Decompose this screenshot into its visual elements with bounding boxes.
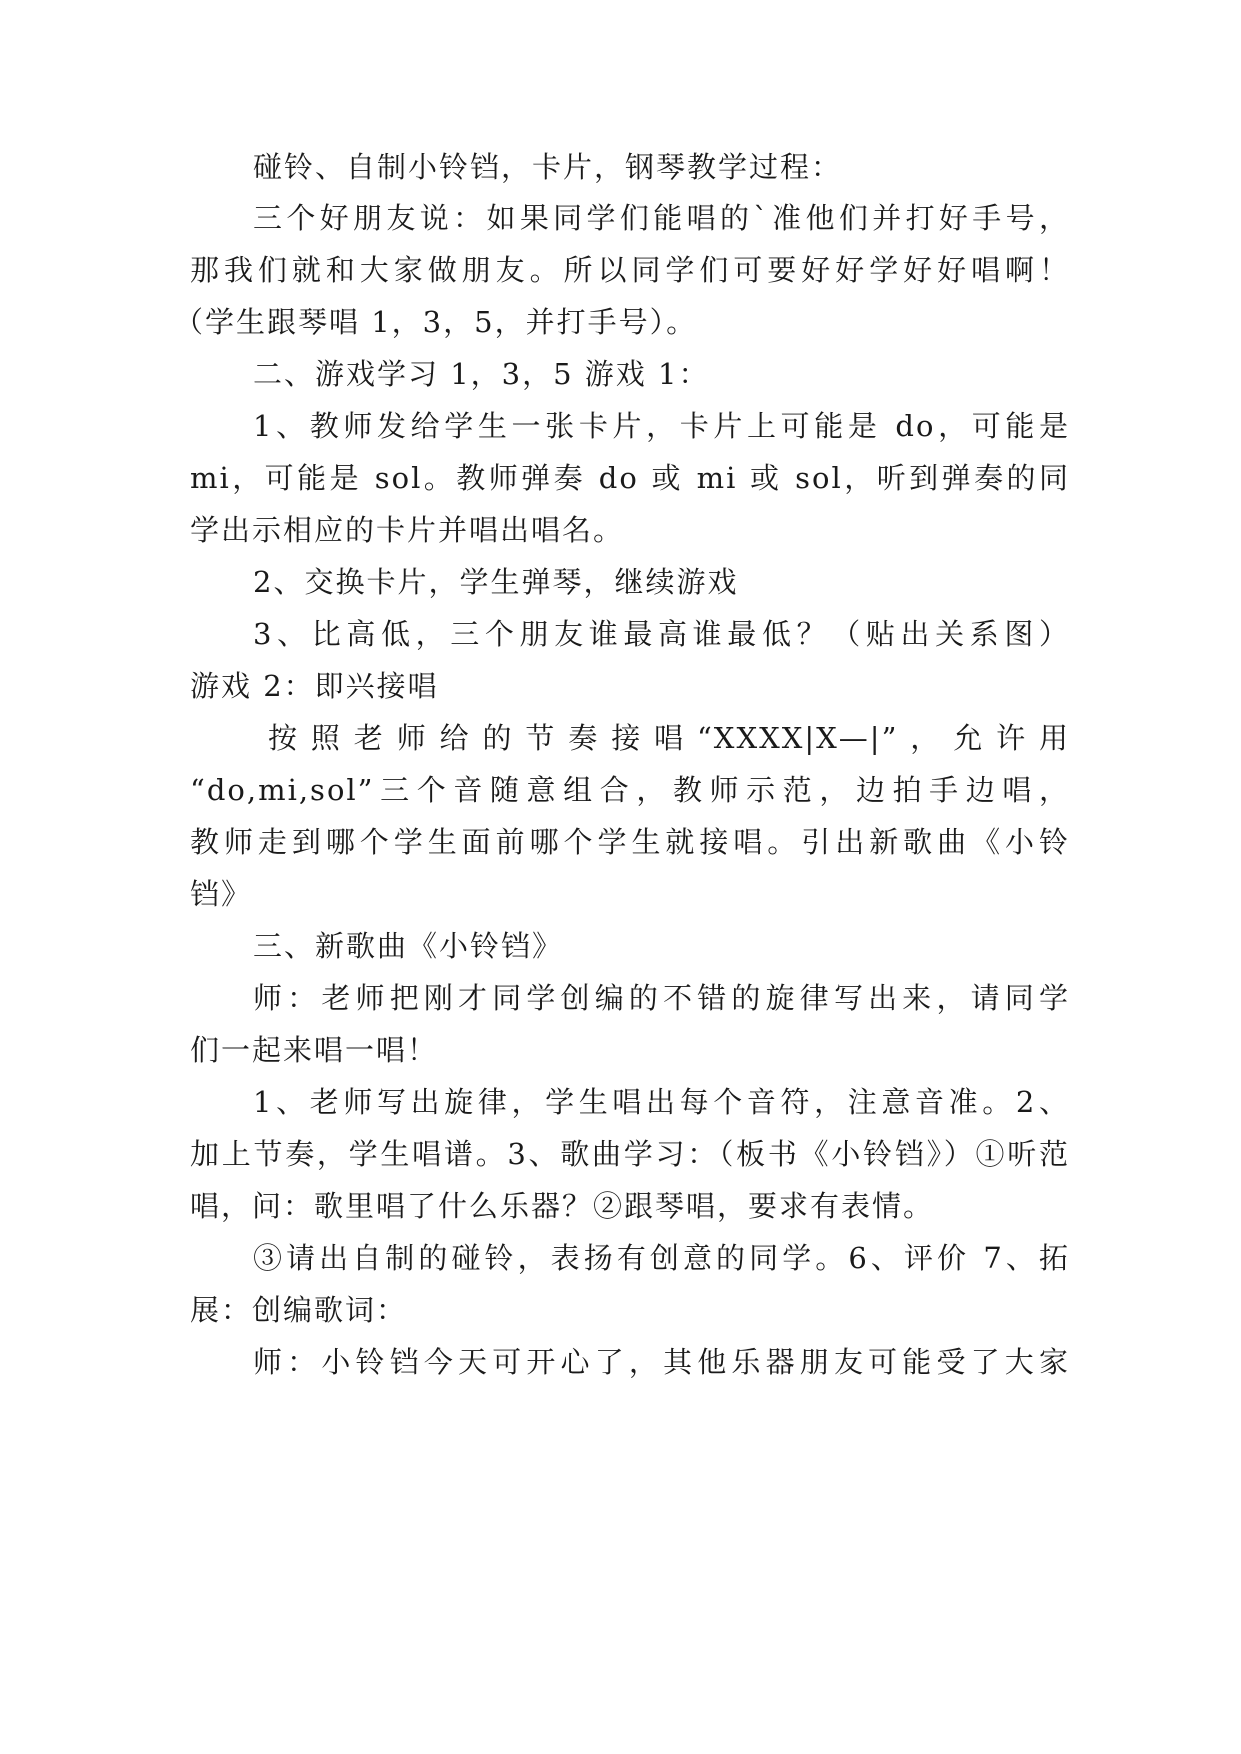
text-line: 唱，问：歌里唱了什么乐器？②跟琴唱，要求有表情。 xyxy=(190,1189,935,1223)
text-line: 师：小铃铛今天可开心了，其他乐器朋友可能受了大家 xyxy=(253,1345,1070,1379)
text-line: mi，可能是 sol。教师弹奏 do 或 mi 或 sol，听到弹奏的同 xyxy=(190,461,1070,495)
text-line: ③请出自制的碰铃，表扬有创意的同学。6、评价 7、拓 xyxy=(253,1241,1070,1275)
section-heading: 二、游戏学习 1，3，5 游戏 1： xyxy=(253,357,710,391)
text-line: 3、比高低，三个朋友谁最高谁最低？（贴出关系图） xyxy=(253,617,1070,651)
text-line: （学生跟琴唱 1，3，5，并打手号）。 xyxy=(174,305,698,339)
text-line: 三个好朋友说：如果同学们能唱的`准他们并打好手号， xyxy=(253,201,1070,235)
text-line: 游戏 2：即兴接唱 xyxy=(190,669,439,703)
text-line: 2、交换卡片，学生弹琴，继续游戏 xyxy=(253,565,739,599)
text-line: 教师走到哪个学生面前哪个学生就接唱。引出新歌曲《小铃 xyxy=(190,825,1070,859)
text-line: 那我们就和大家做朋友。所以同学们可要好好学好好唱啊！ xyxy=(190,253,1070,287)
section-heading: 三、新歌曲《小铃铛》 xyxy=(253,929,564,963)
text-line: 按照老师给的节奏接唱“XXXX|X—|”，允许用 xyxy=(268,721,1070,755)
text-line: 铛》 xyxy=(190,877,253,911)
text-line: 碰铃、自制小铃铛，卡片，钢琴教学过程： xyxy=(253,150,843,184)
text-line: 们一起来唱一唱！ xyxy=(190,1033,439,1067)
text-line: 学出示相应的卡片并唱出唱名。 xyxy=(190,513,625,547)
text-line: 加上节奏，学生唱谱。3、歌曲学习：（板书《小铃铛》）①听范 xyxy=(190,1137,1070,1171)
text-line: 师：老师把刚才同学创编的不错的旋律写出来，请同学 xyxy=(253,981,1070,1015)
text-line: 1、老师写出旋律，学生唱出每个音符，注意音准。2、 xyxy=(253,1085,1070,1119)
text-line: 1、教师发给学生一张卡片，卡片上可能是 do，可能是 xyxy=(253,409,1070,443)
text-line: “do,mi,sol”三个音随意组合，教师示范，边拍手边唱， xyxy=(190,773,1070,807)
text-line: 展：创编歌词： xyxy=(190,1293,408,1327)
